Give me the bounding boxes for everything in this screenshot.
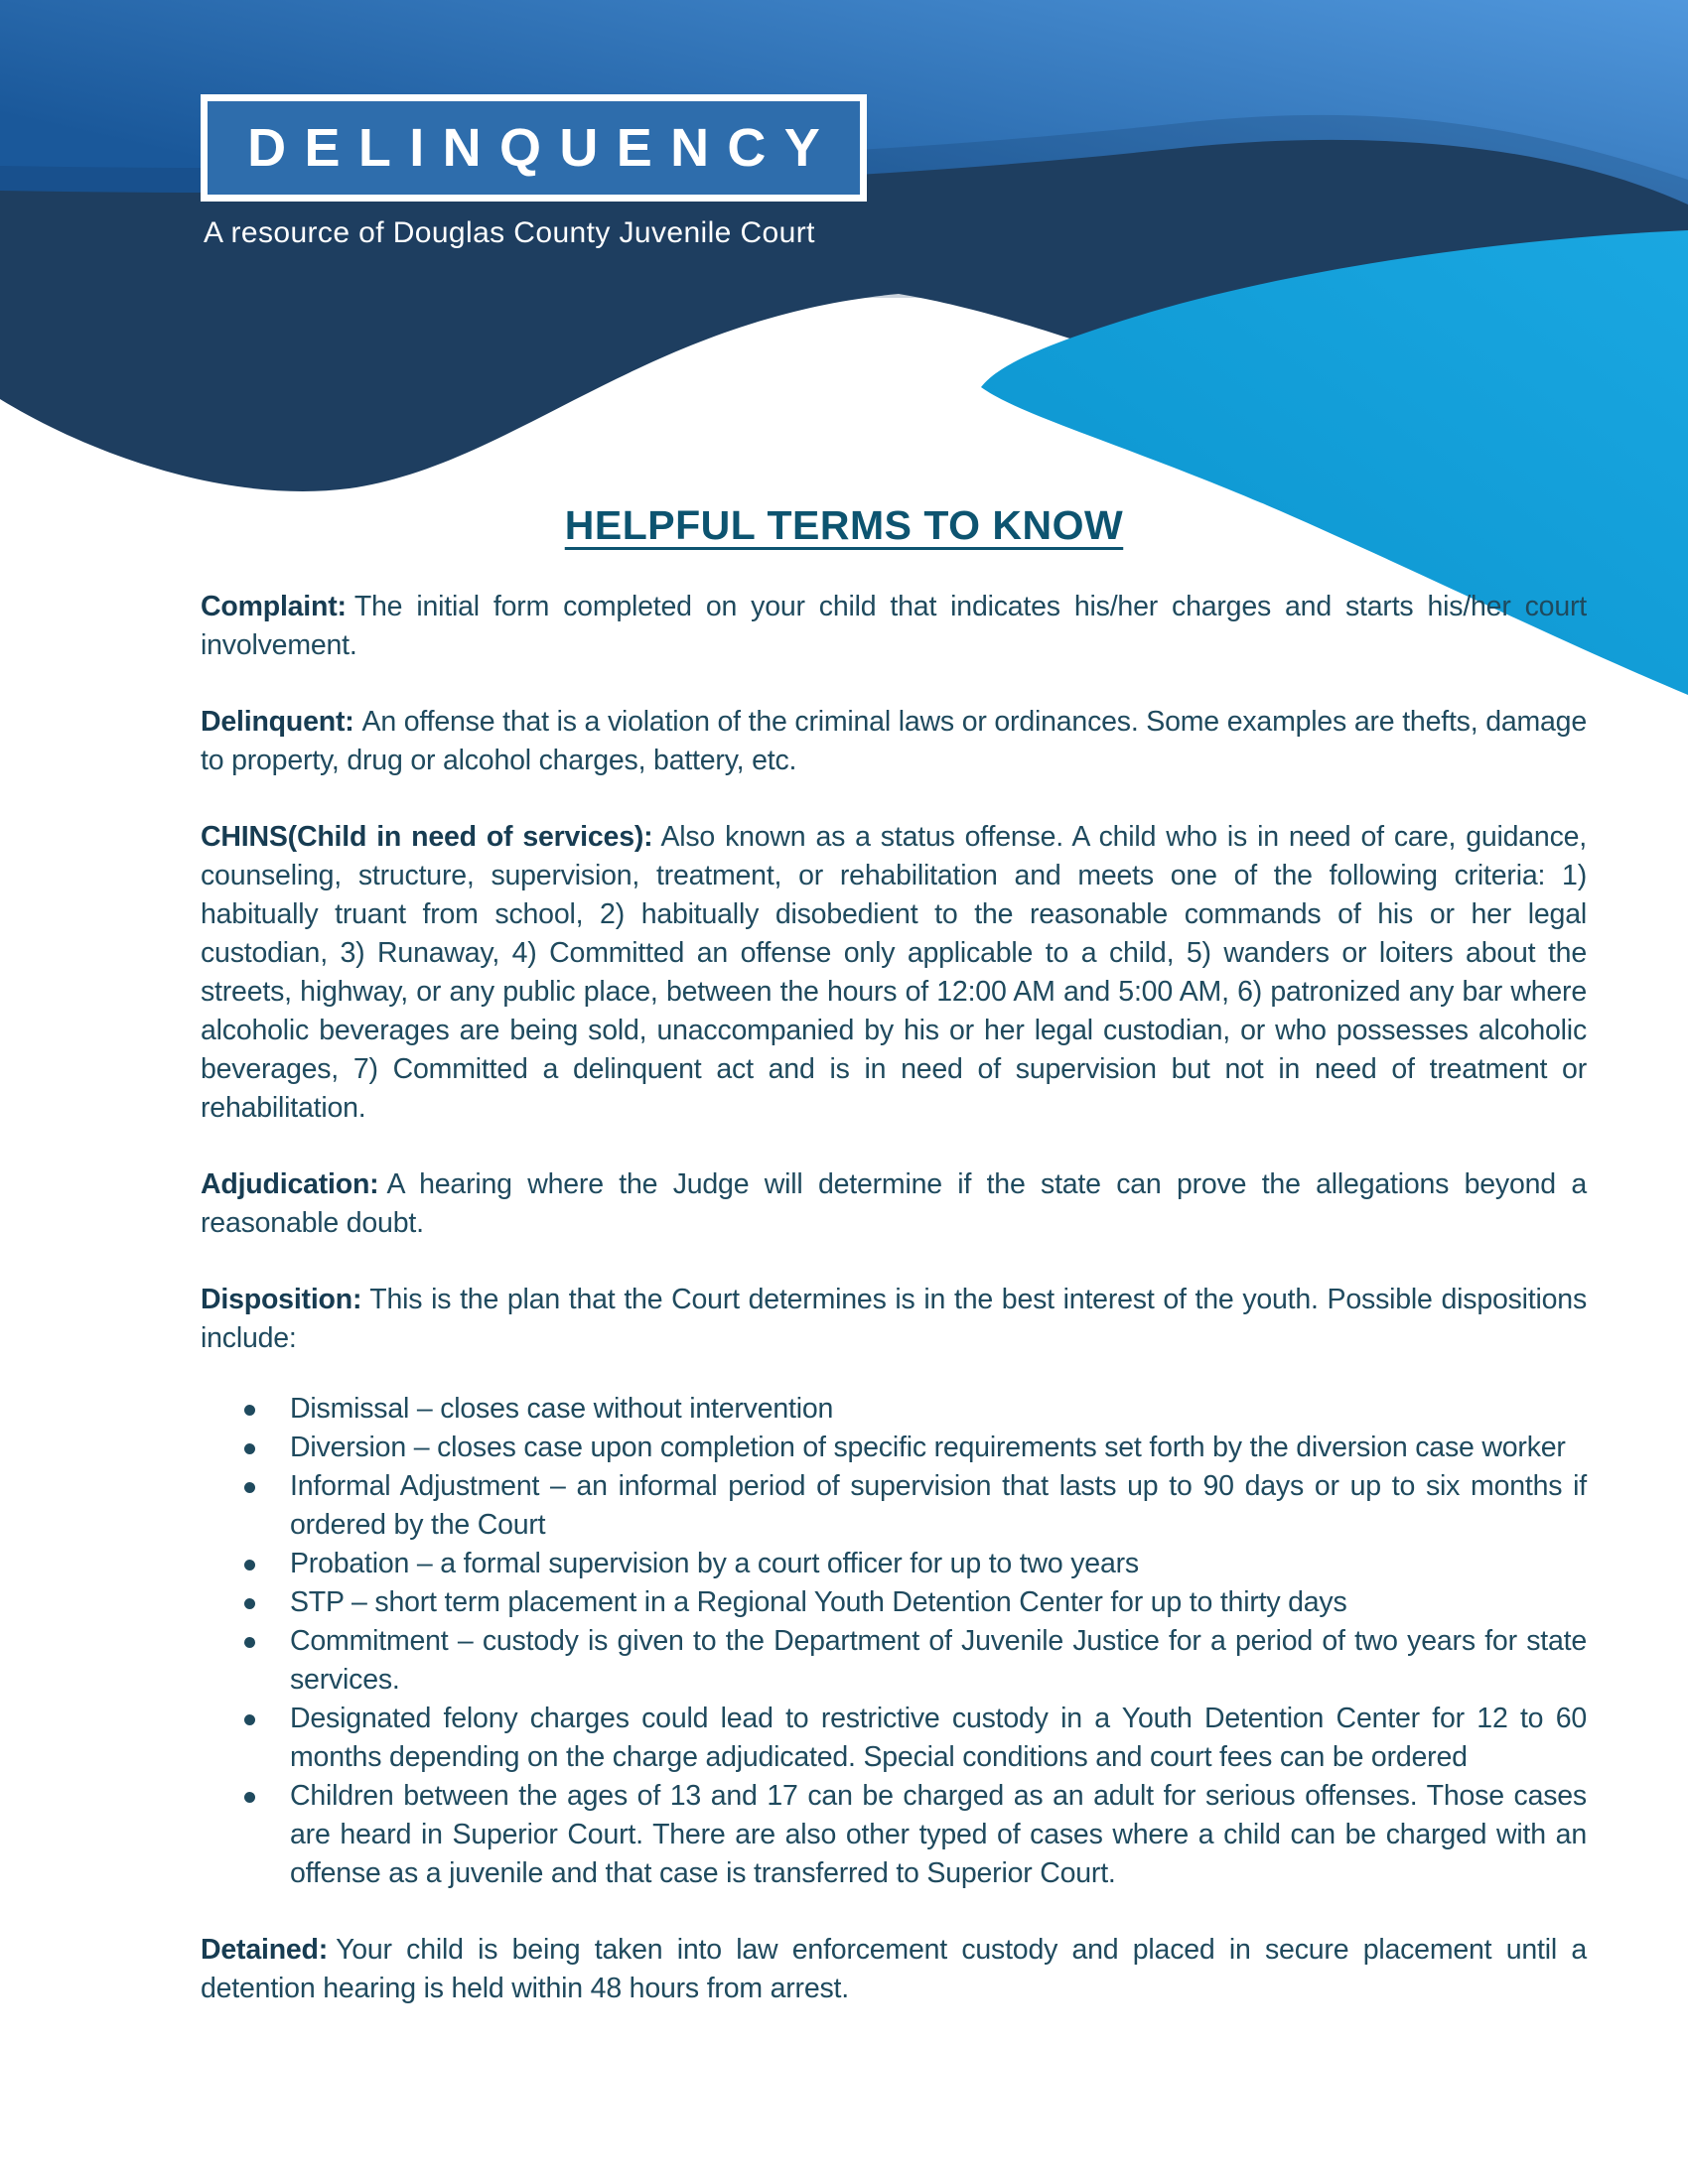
page-title: HELPFUL TERMS TO KNOW <box>564 502 1124 548</box>
list-item: STP – short term placement in a Regional Youth Detention Center for up to thirty days <box>290 1583 1587 1622</box>
list-item: Diversion – closes case upon completion of specific requirements set forth by the diversion case worker <box>290 1429 1587 1467</box>
term-paragraph-detained <box>201 1931 1587 2008</box>
term-label: Complaint: <box>201 591 347 622</box>
list-item: Probation – a formal supervision by a court officer for up to two years <box>290 1545 1587 1583</box>
banner-title: DELINQUENCY <box>247 118 839 178</box>
term-label: Disposition: <box>201 1284 362 1315</box>
disposition-list <box>201 1390 1587 1893</box>
term-paragraph-adjudication <box>201 1165 1587 1243</box>
term-label: CHINS(Child in need of services): <box>201 821 653 853</box>
list-item: Designated felony charges could lead to restrictive custody in a Youth Detention Center for 12 to 60 months depending on the charge adjudicated. Special conditions and court fees can be ordered <box>290 1700 1587 1777</box>
term-label: Delinquent: <box>201 706 354 738</box>
term-label: Detained: <box>201 1934 329 1966</box>
header-subtitle: A resource of Douglas County Juvenile Court <box>204 216 815 249</box>
term-label: Adjudication: <box>201 1168 379 1200</box>
document-body <box>201 588 1587 2046</box>
term-paragraph-chins <box>201 818 1587 1128</box>
term-definition: Your child is being taken into law enforcement custody and placed in secure placement until a detention hearing is held within 48 hours from arrest. <box>201 1934 1587 2004</box>
list-item: Children between the ages of 13 and 17 can be charged as an adult for serious offenses. Those cases are heard in Superior Court. There are also other typed of cases where a child can be charged with an offense as a juvenile and that case is transferred to Superior Court. <box>290 1777 1587 1893</box>
term-definition: The initial form completed on your child that indicates his/her charges and starts his/her court involvement. <box>201 591 1587 661</box>
term-definition: An offense that is a violation of the criminal laws or ordinances. Some examples are thefts, damage to property, drug or alcohol charges, battery, etc. <box>201 706 1587 776</box>
list-item: Dismissal – closes case without intervention <box>290 1390 1587 1429</box>
term-definition: This is the plan that the Court determines is in the best interest of the youth. Possible dispositions include: <box>201 1284 1587 1354</box>
list-item: Informal Adjustment – an informal period of supervision that lasts up to 90 days or up to six months if ordered by the Court <box>290 1467 1587 1545</box>
brand-box <box>201 94 867 202</box>
term-paragraph-complaint <box>201 588 1587 665</box>
term-definition: A hearing where the Judge will determine if the state can prove the allegations beyond a reasonable doubt. <box>201 1168 1587 1239</box>
term-paragraph-disposition <box>201 1281 1587 1358</box>
term-definition: Also known as a status offense. A child who is in need of care, guidance, counseling, structure, supervision, treatment, or rehabilitation and meets one of the following criteria: 1) habitually truant from school, 2) habitually disobedient to the reasonable commands of his or her legal custodian, 3) Runaway, 4) Committed an offense only applicable to a child, 5) wanders or loiters about the streets, highway, or any public place, between the hours of 12:00 AM and 5:00 AM, 6) patronized any bar where alcoholic beverages are being sold, unaccompanied by his or her legal custodian, or who possesses alcoholic beverages, 7) Committed a delinquent act and is in need of supervision but not in need of treatment or rehabilitation. <box>201 821 1587 1124</box>
list-item: Commitment – custody is given to the Department of Juvenile Justice for a period of two years for state services. <box>290 1622 1587 1700</box>
term-paragraph-delinquent <box>201 703 1587 780</box>
